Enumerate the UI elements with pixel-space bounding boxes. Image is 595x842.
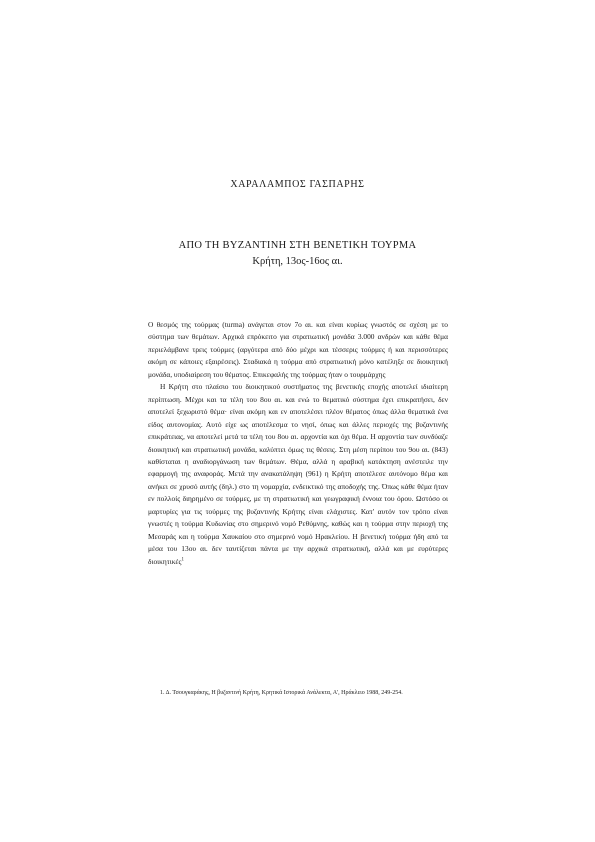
article-subtitle: Κρήτη, 13ος-16ος αι. [252, 256, 343, 267]
article-title: ΑΠΟ ΤΗ ΒΥΖΑΝΤΙΝΗ ΣΤΗ ΒΕΝΕΤΙΚΗ ΤΟΥΡΜΑ [178, 240, 417, 251]
footnote: 1. Δ. Τσουγκαράκης, Η βυζαντινή Κρήτη, Κρητικά Ιστορικά Ανάλεκτα, Α', Ηράκλειο 1988, 249-254. [160, 690, 403, 696]
paragraph-1: Ο θεσμός της τούρμας (turma) ανάγεται στον 7ο αι. και είναι κυρίως γνωστός σε σχέση με το σύστημα των θεμάτων. Αρχικά επρόκειτο για στρατιωτική μονάδα 3.000 ανδρών και κάθε θέμα περιελάμβανε τρεις τούρμες (αργότερα από δύο μέχρι και τέσσερις τούρμες ή και περισσότερες ακόμη σε κάποιες εξαιρέσεις). Σταδιακά η τούρμα από στρατιωτική μόνο κατέληξε σε διοικητική μονάδα, υποδιαίρεση του θέματος. Επικεφαλής της τούρμας ήταν ο τουρμάρχης [148, 320, 448, 379]
paragraph-2 [148, 381, 448, 568]
author-name: ΧΑΡΑΛΑΜΠΟΣ ΓΑΣΠΑΡΗΣ [230, 179, 365, 190]
footnote-marker: 1 [181, 557, 184, 563]
paragraph-2-text: Η Κρήτη στο πλαίσιο του διοικητικού συστήματος της βενετικής εποχής αποτελεί ιδιαίτερη περίπτωση. Μέχρι και τα τέλη του 8ου αι. και ενώ το θεματικό σύστημα έχει επικρατήσει, δεν αποτελεί ξεχωριστό θέμα· είναι ακόμη και εν αποτελέσει πλέον θέματος όπως άλλα θεματικά ένα είδος αυτονομίας. Αυτό είχε ως αποτέλεσμα το νησί, όπως και άλλες περιοχές της βυζαντινής επικράτειας, να αποτελεί μετά τα τέλη του 8ου αι. αρχοντία και όχι θέμα. Η αρχοντία των συνδύαζε διοικητική και στρατιωτική μονάδα, καλύπτει όμως τις θέσεις. Στη μέση περίπου του 9ου αι. (843) καθίσταται η αναδιοργάνωση των θεμάτων. Θέμα, αλλά η αραβική κατάκτηση ανέστειλε την εφαρμογή της αναφοράς. Μετά την ανακατάληψη (961) η Κρήτη αποτέλεσε αυτόνομο θέμα και ανήκει σε χρυσό αυτής (δηλ.) στο τη νομαρχία, ενδεικτικό της αποδοχής της. Όπως κάθε θέμα ήταν εν πολλοίς διηρημένο σε τούρμες, με τη στρατιωτική και γεωγραφική έννοια του όρου. Ωστόσο οι μαρτυρίες για τις τούρμες της βυζαντινής Κρήτης είναι ελάχιστες. Κατ' αυτόν τον τρόπο είναι γνωστές η τούρμα Κυδωνίας στο σημερινό νομό Ρεθύμνης, καθώς και η τούρμα στην περιοχή της Μεσαράς και η τούρμα Χαυκαίου στο σημερινό νομό Ηρακλείου. Η βενετική τούρμα ήδη από τα μέσα του 13ου αι. δεν ταυτίζεται πάντα με την αρχικά στρατιωτική, αλλά και με ευρύτερες διοικητικές [148, 382, 448, 566]
body-text [148, 319, 448, 568]
